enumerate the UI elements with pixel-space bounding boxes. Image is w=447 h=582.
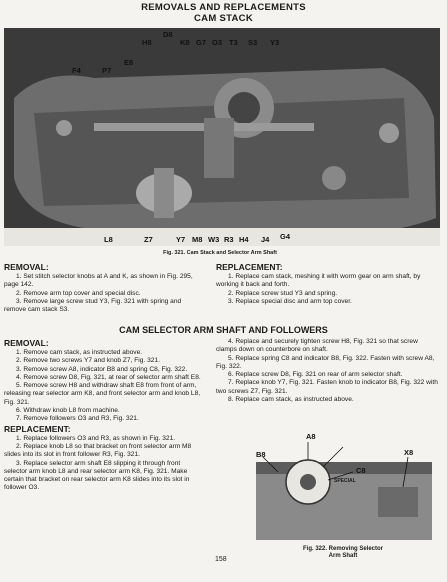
selector-right-step: 7. Replace knob Y7, Fig. 321. Fasten knob to indicator B8, Fig. 322 with two screws Z7, Fig. 321. [216,379,438,395]
figure-322 [248,432,438,544]
label-x8: X8 [404,448,414,457]
dial-special-label: SPECIAL [334,478,356,484]
selector-removal-step: 1. Remove cam stack, as instructed above. [16,349,143,356]
removal-step: 3. Remove large screw stud Y3, Fig. 321 with spring and remove cam stack S3. [4,297,182,314]
callout-h8: H8 [142,38,152,47]
callout-g4: G4 [280,232,291,241]
machine-photo-drawing [4,28,440,246]
callout-g7: G7 [196,38,207,47]
callout-s3: S3 [248,38,258,47]
callout-l8: L8 [104,235,113,244]
selector-replacement-step: 1. Replace followers O3 and R3, as shown in Fig. 321. [16,434,176,442]
section-title: CAM SELECTOR ARM SHAFT AND FOLLOWERS [119,325,328,335]
callout-j4: J4 [261,235,270,244]
selector-removal-step: 2. Remove two screws Y7 and knob Z7, Fig. 321. [16,357,160,365]
page-title: REMOVALS AND REPLACEMENTS [141,2,306,13]
callout-p7: P7 [102,66,112,75]
figure-321-photo [4,28,440,246]
figure-322-caption [248,546,438,560]
selector-removal-heading: REMOVAL: [4,338,49,348]
callout-y3: Y3 [270,38,280,47]
callout-o3: O3 [212,38,223,47]
callout-h4: H4 [239,235,249,244]
figure-321-caption: Fig. 321. Cam Stack and Selector Arm Shaft [163,250,277,256]
selector-right-column [216,338,440,404]
cam-stack-replacement [216,262,440,306]
selector-right-step: 4. Replace and securely tighten screw H8, Fig. 321 so that screw clamps down on counterbore on shaft. [216,338,418,354]
figure-322-caption-line2: Arm Shaft [328,553,358,559]
callout-w3: W3 [208,235,220,244]
replacement-step: 3. Replace special disc and arm top cover. [228,297,352,305]
callout-r3: R3 [224,235,234,244]
replacement-heading: REPLACEMENT: [216,262,283,272]
selector-right-step: 6. Replace screw D8, Fig. 321 on rear of arm selector shaft. [228,371,403,379]
callout-f4: F4 [72,66,81,75]
label-a8: A8 [306,432,316,441]
callout-e8: E8 [124,58,134,67]
selector-right-step: 8. Replace cam stack, as instructed above. [228,396,354,404]
replacement-step: 1. Replace cam stack, meshing it with worm gear on arm shaft, by working it back and forth. [216,273,421,289]
page-subtitle: CAM STACK [194,13,253,24]
callout-d8: D8 [163,30,173,39]
selector-right-step: 5. Replace spring C8 and indicator B8, Fig. 322. Fasten with screw A8, Fig. 322. [216,354,435,370]
callout-z7: Z7 [144,235,153,244]
selector-left-column [4,338,204,493]
selector-removal-step: 5. Remove screw H8 and withdraw shaft E8 from front of arm, releasing rear selector arm K8, and front selector arm and knob L8, Fig. 321. [4,382,201,406]
selector-removal-step: 7. Remove followers O3 and R3, Fig. 321. [16,415,139,423]
callout-k8: K8 [180,38,190,47]
removal-step: 2. Remove arm top cover and special disc. [16,289,141,297]
selector-replacement-step: 2. Replace knob L8 so that bracket on front selector arm M8 slides into its slot in front follower R3, Fig. 321. [4,442,192,459]
label-c8: C8 [356,466,366,475]
cam-stack-removal [4,262,204,314]
page-number: 158 [215,556,227,563]
selector-removal-step: 6. Withdraw knob L8 from machine. [16,407,120,415]
callout-m8: M8 [192,235,203,244]
label-b8: B8 [256,450,266,459]
selector-removal-step: 3. Remove screw A8, indicator B8 and spring C8, Fig. 322. [16,365,188,373]
selector-removal-step: 4. Remove screw D8, Fig. 321, at rear of selector arm shaft E8. [16,373,201,381]
callout-t3: T3 [229,38,238,47]
removal-heading: REMOVAL: [4,262,49,272]
figure-322-caption-line1: Fig. 322. Removing Selector [302,546,384,552]
callout-y7: Y7 [176,235,186,244]
selector-replacement-step: 3. Replace selector arm shaft E8 slipping it through front selector arm knob L8 and rear selector arm K8, Fig. 321. Make certain that bracket on rear selector arm K8 slides into its slot in follower O3. [4,459,190,492]
selector-replacement-heading: REPLACEMENT: [4,423,71,434]
removal-step: 1. Set stitch selector knobs at A and K, as shown in Fig. 295, page 142. [4,273,193,289]
replacement-step: 2. Replace screw stud Y3 and spring. [228,289,338,297]
